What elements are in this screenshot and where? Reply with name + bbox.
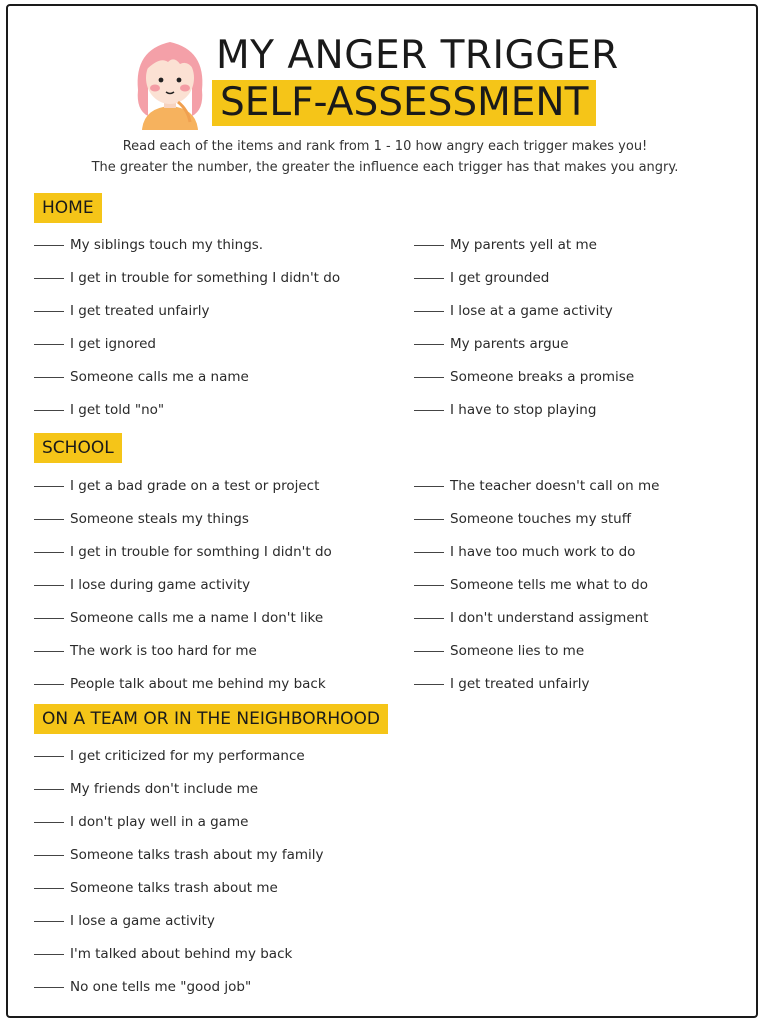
item-label: I don't play well in a game	[70, 814, 249, 830]
rating-blank[interactable]	[34, 756, 64, 757]
rating-blank[interactable]	[34, 822, 64, 823]
list-item	[34, 813, 248, 831]
item-label: I get in trouble for something I didn't do	[70, 270, 341, 286]
item-label: Someone calls me a name	[70, 369, 249, 385]
list-item	[414, 675, 590, 693]
list-item	[34, 978, 251, 996]
item-label: I lose a game activity	[70, 913, 215, 929]
item-label: I get ignored	[70, 336, 156, 352]
list-item	[414, 302, 613, 320]
list-item	[414, 510, 631, 528]
item-label: My friends don't include me	[70, 781, 259, 797]
item-label: Someone touches my stuff	[450, 511, 632, 527]
item-label: I lose during game activity	[70, 577, 251, 593]
rating-blank[interactable]	[34, 486, 64, 487]
item-label: No one tells me "good job"	[70, 979, 252, 995]
item-label: I get in trouble for somthing I didn't do	[70, 544, 332, 560]
rating-blank[interactable]	[414, 377, 444, 378]
item-label: Someone talks trash about me	[70, 880, 278, 896]
list-item	[34, 302, 210, 320]
item-label: The teacher doesn't call on me	[450, 478, 660, 494]
rating-blank[interactable]	[414, 552, 444, 553]
list-item	[34, 236, 263, 254]
item-label: Someone calls me a name I don't like	[70, 610, 324, 626]
rating-blank[interactable]	[34, 618, 64, 619]
list-item	[414, 401, 596, 419]
rating-blank[interactable]	[414, 278, 444, 279]
item-label: I get treated unfairly	[450, 676, 590, 692]
item-label: I get a bad grade on a test or project	[70, 478, 320, 494]
item-label: I lose at a game activity	[450, 303, 613, 319]
list-item	[34, 675, 326, 693]
list-item	[34, 747, 305, 765]
header	[130, 26, 670, 136]
section-title-school: SCHOOL	[34, 433, 122, 463]
list-item	[34, 879, 278, 897]
rating-blank[interactable]	[414, 245, 444, 246]
rating-blank[interactable]	[34, 987, 64, 988]
list-item	[414, 576, 648, 594]
rating-blank[interactable]	[414, 486, 444, 487]
section-title-home: HOME	[34, 193, 102, 223]
item-label: Someone tells me what to do	[450, 577, 648, 593]
rating-blank[interactable]	[34, 651, 64, 652]
list-item	[34, 642, 257, 660]
item-label: The work is too hard for me	[70, 643, 257, 659]
girl-avatar-icon	[130, 30, 210, 130]
rating-blank[interactable]	[34, 344, 64, 345]
list-item	[34, 510, 249, 528]
rating-blank[interactable]	[34, 789, 64, 790]
rating-blank[interactable]	[34, 519, 64, 520]
item-label: I have to stop playing	[450, 402, 597, 418]
list-item	[34, 846, 324, 864]
list-item	[34, 335, 156, 353]
rating-blank[interactable]	[34, 377, 64, 378]
item-label: People talk about me behind my back	[70, 676, 326, 692]
section-title-team: ON A TEAM OR IN THE NEIGHBORHOOD	[34, 704, 388, 734]
list-item	[414, 236, 597, 254]
list-item	[414, 609, 648, 627]
rating-blank[interactable]	[34, 245, 64, 246]
item-label: Someone lies to me	[450, 643, 585, 659]
item-label: I don't understand assigment	[450, 610, 649, 626]
list-item	[414, 368, 634, 386]
list-item	[34, 477, 319, 495]
list-item	[414, 543, 635, 561]
intro-line-1: Read each of the items and rank from 1 - 10 how angry each trigger makes you!	[122, 139, 648, 154]
item-label: Someone steals my things	[70, 511, 249, 527]
rating-blank[interactable]	[34, 311, 64, 312]
item-label: I'm talked about behind my back	[70, 946, 293, 962]
rating-blank[interactable]	[34, 552, 64, 553]
list-item	[414, 642, 584, 660]
item-label: I get grounded	[450, 270, 550, 286]
list-item	[34, 368, 249, 386]
list-item	[34, 609, 323, 627]
item-label: I have too much work to do	[450, 544, 636, 560]
item-label: Someone breaks a promise	[450, 369, 635, 385]
rating-blank[interactable]	[414, 651, 444, 652]
list-item	[414, 269, 549, 287]
list-item	[414, 477, 659, 495]
item-label: My siblings touch my things.	[70, 237, 264, 253]
item-label: I get treated unfairly	[70, 303, 210, 319]
list-item	[34, 945, 292, 963]
intro-line-2: The greater the number, the greater the influence each trigger has that makes you angry.	[91, 160, 679, 175]
list-item	[34, 543, 332, 561]
rating-blank[interactable]	[414, 311, 444, 312]
rating-blank[interactable]	[34, 888, 64, 889]
list-item	[34, 780, 258, 798]
rating-blank[interactable]	[414, 618, 444, 619]
rating-blank[interactable]	[34, 954, 64, 955]
list-item	[34, 269, 340, 287]
item-label: My parents yell at me	[450, 237, 597, 253]
list-item	[34, 912, 215, 930]
rating-blank[interactable]	[34, 684, 64, 685]
rating-blank[interactable]	[34, 855, 64, 856]
list-item	[414, 335, 569, 353]
item-label: I get told "no"	[70, 402, 165, 418]
rating-blank[interactable]	[414, 684, 444, 685]
title-line-2: SELF-ASSESSMENT	[212, 80, 596, 126]
intro-text	[40, 136, 730, 178]
title-line-1: MY ANGER TRIGGER	[216, 33, 619, 78]
list-item	[34, 401, 164, 419]
rating-blank[interactable]	[34, 410, 64, 411]
item-label: My parents argue	[450, 336, 569, 352]
rating-blank[interactable]	[34, 278, 64, 279]
rating-blank[interactable]	[414, 410, 444, 411]
rating-blank[interactable]	[414, 519, 444, 520]
item-label: Someone talks trash about my family	[70, 847, 324, 863]
rating-blank[interactable]	[414, 344, 444, 345]
item-label: I get criticized for my performance	[70, 748, 305, 764]
rating-blank[interactable]	[34, 585, 64, 586]
rating-blank[interactable]	[414, 585, 444, 586]
rating-blank[interactable]	[34, 921, 64, 922]
list-item	[34, 576, 250, 594]
